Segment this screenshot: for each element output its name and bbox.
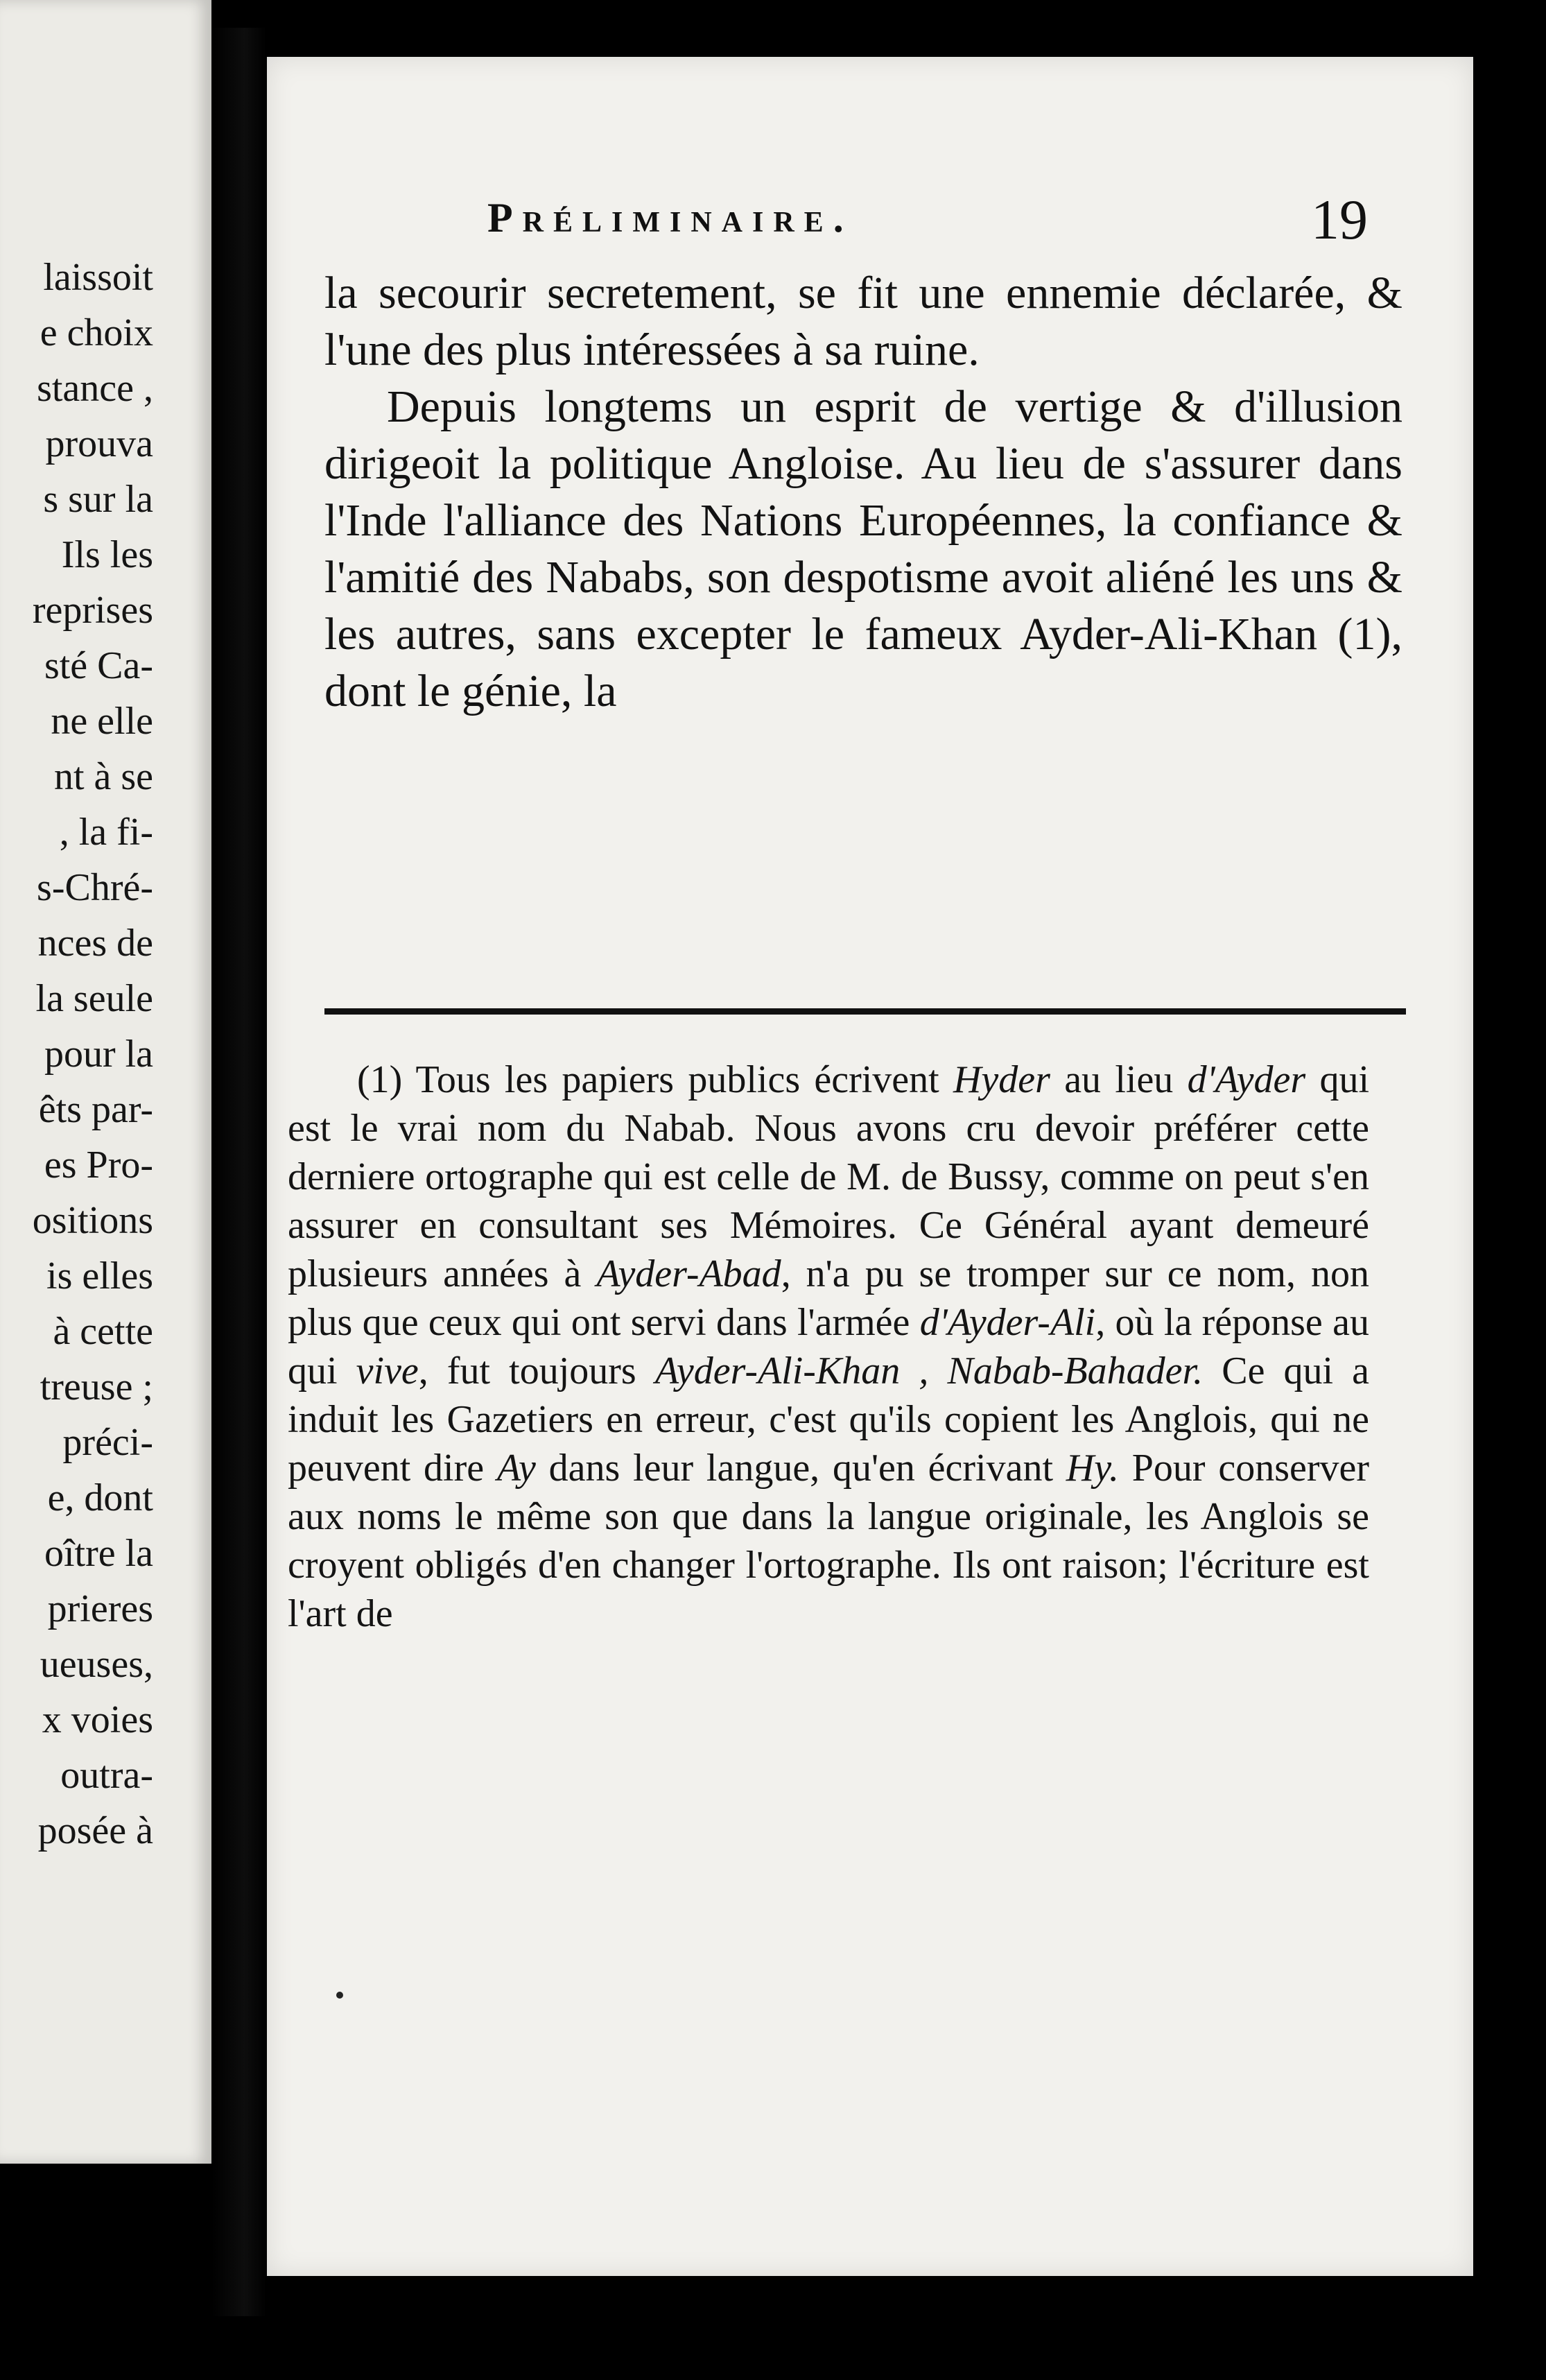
footnote-text: Ce qui a induit les Gazetiers en erreur, c'est qu'ils copient les Anglois, qui ne peuvent dire — [288, 1349, 1370, 1490]
left-page-fragment — [0, 0, 211, 2164]
left-page-line: e choix — [40, 311, 153, 354]
left-page-line: prouva — [45, 422, 153, 465]
left-page-line: prieres — [47, 1587, 153, 1630]
left-page-line: ne elle — [51, 700, 153, 743]
left-page-line: oître la — [44, 1532, 153, 1575]
left-page-line: sté Ca- — [44, 644, 153, 687]
left-page-line: à cette — [53, 1310, 153, 1353]
footnote-text: Pour conserver aux noms le même son que dans la langue originale, les Anglois se croyent obligés d'en changer l'ortographe. Ils ont raison; l'écriture est l'art de — [288, 1447, 1369, 1635]
left-page-line: ositions — [32, 1199, 153, 1242]
main-text — [324, 265, 1402, 720]
left-page-line: nt à se — [53, 755, 153, 798]
running-head: Préliminaire. — [487, 195, 853, 241]
page-header — [487, 188, 1368, 264]
left-page-line: Ils les — [61, 533, 153, 576]
footnote — [288, 1055, 1369, 1638]
ink-speck — [336, 1992, 343, 1999]
footnote-text: qui est le vrai nom du Nabab. Nous avons cru devoir préférer cette derniere ortographe qui est celle de M. de Bussy, comme on peut s'en assurer en consultant ses Mémoires. Ce Général ayant demeuré plusieurs années à — [288, 1058, 1369, 1295]
left-page-line: pour la — [44, 1033, 153, 1076]
footnote-text: (1) Tous les papiers publics écrivent — [357, 1058, 953, 1101]
footnote-italic: Hy. — [1066, 1447, 1119, 1490]
left-page-line: posée à — [37, 1809, 153, 1852]
paragraph-2: Depuis longtems un esprit de vertige & d'illusion dirigeoit la politique Angloise. Au lieu de s'assurer dans l'Inde l'alliance des Nations Européennes, la confiance & l'amitié des Nababs, son despotisme avoit aliéné les uns & les autres, sans excepter le fameux Ayder-Ali-Khan (1), dont le génie, la — [324, 381, 1402, 716]
left-page-line: la seule — [35, 977, 153, 1020]
footnote-text: dans leur langue, qu'en écrivant — [535, 1447, 1066, 1490]
page-number: 19 — [1311, 188, 1368, 251]
left-page-line: préci- — [62, 1421, 153, 1464]
left-page-line: x voies — [42, 1698, 153, 1741]
left-page-line: ueuses, — [40, 1643, 153, 1686]
footnote-italic: vive — [356, 1349, 419, 1392]
footnote-italic: Ay — [496, 1447, 536, 1490]
left-page-line: nces de — [37, 922, 153, 965]
left-page-line: reprises — [32, 589, 153, 632]
footnote-text: , fut toujours — [418, 1349, 655, 1392]
left-page-line: laissoit — [43, 256, 153, 299]
footnote-text: , où la réponse au qui — [288, 1301, 1369, 1392]
footnote-text: au lieu — [1050, 1058, 1188, 1101]
left-page-line: stance , — [37, 367, 153, 410]
footnote-italic: Ayder-Ali-Khan , Nabab-Bahader. — [654, 1349, 1204, 1392]
left-page-line: êts par- — [38, 1088, 153, 1131]
footnote-italic: Ayder-Abad — [596, 1252, 781, 1295]
footnote-rule — [324, 1008, 1406, 1015]
left-page-line: es Pro- — [44, 1144, 153, 1187]
left-page-line: is elles — [46, 1254, 153, 1297]
left-page-line: s-Chré- — [37, 866, 153, 909]
footnote-italic: d'Ayder-Ali — [919, 1301, 1096, 1344]
footnote-text: , n'a pu se tromper sur ce nom, non plus que ceux qui ont servi dans l'armée — [288, 1252, 1370, 1344]
left-page-line: treuse ; — [40, 1365, 153, 1408]
paragraph-1: la secourir secretement, se fit une ennemie déclarée, & l'une des plus intéressées à sa ruine. — [324, 268, 1402, 375]
left-page-line: , la fi- — [59, 811, 153, 854]
right-page — [267, 57, 1473, 2276]
left-page-line: s sur la — [43, 478, 153, 521]
footnote-italic: d'Ayder — [1187, 1058, 1306, 1101]
footnote-italic: Hyder — [953, 1058, 1050, 1101]
left-page-line: e, dont — [47, 1476, 153, 1519]
left-page-line: outra- — [60, 1754, 153, 1797]
book-gutter — [211, 28, 267, 2316]
